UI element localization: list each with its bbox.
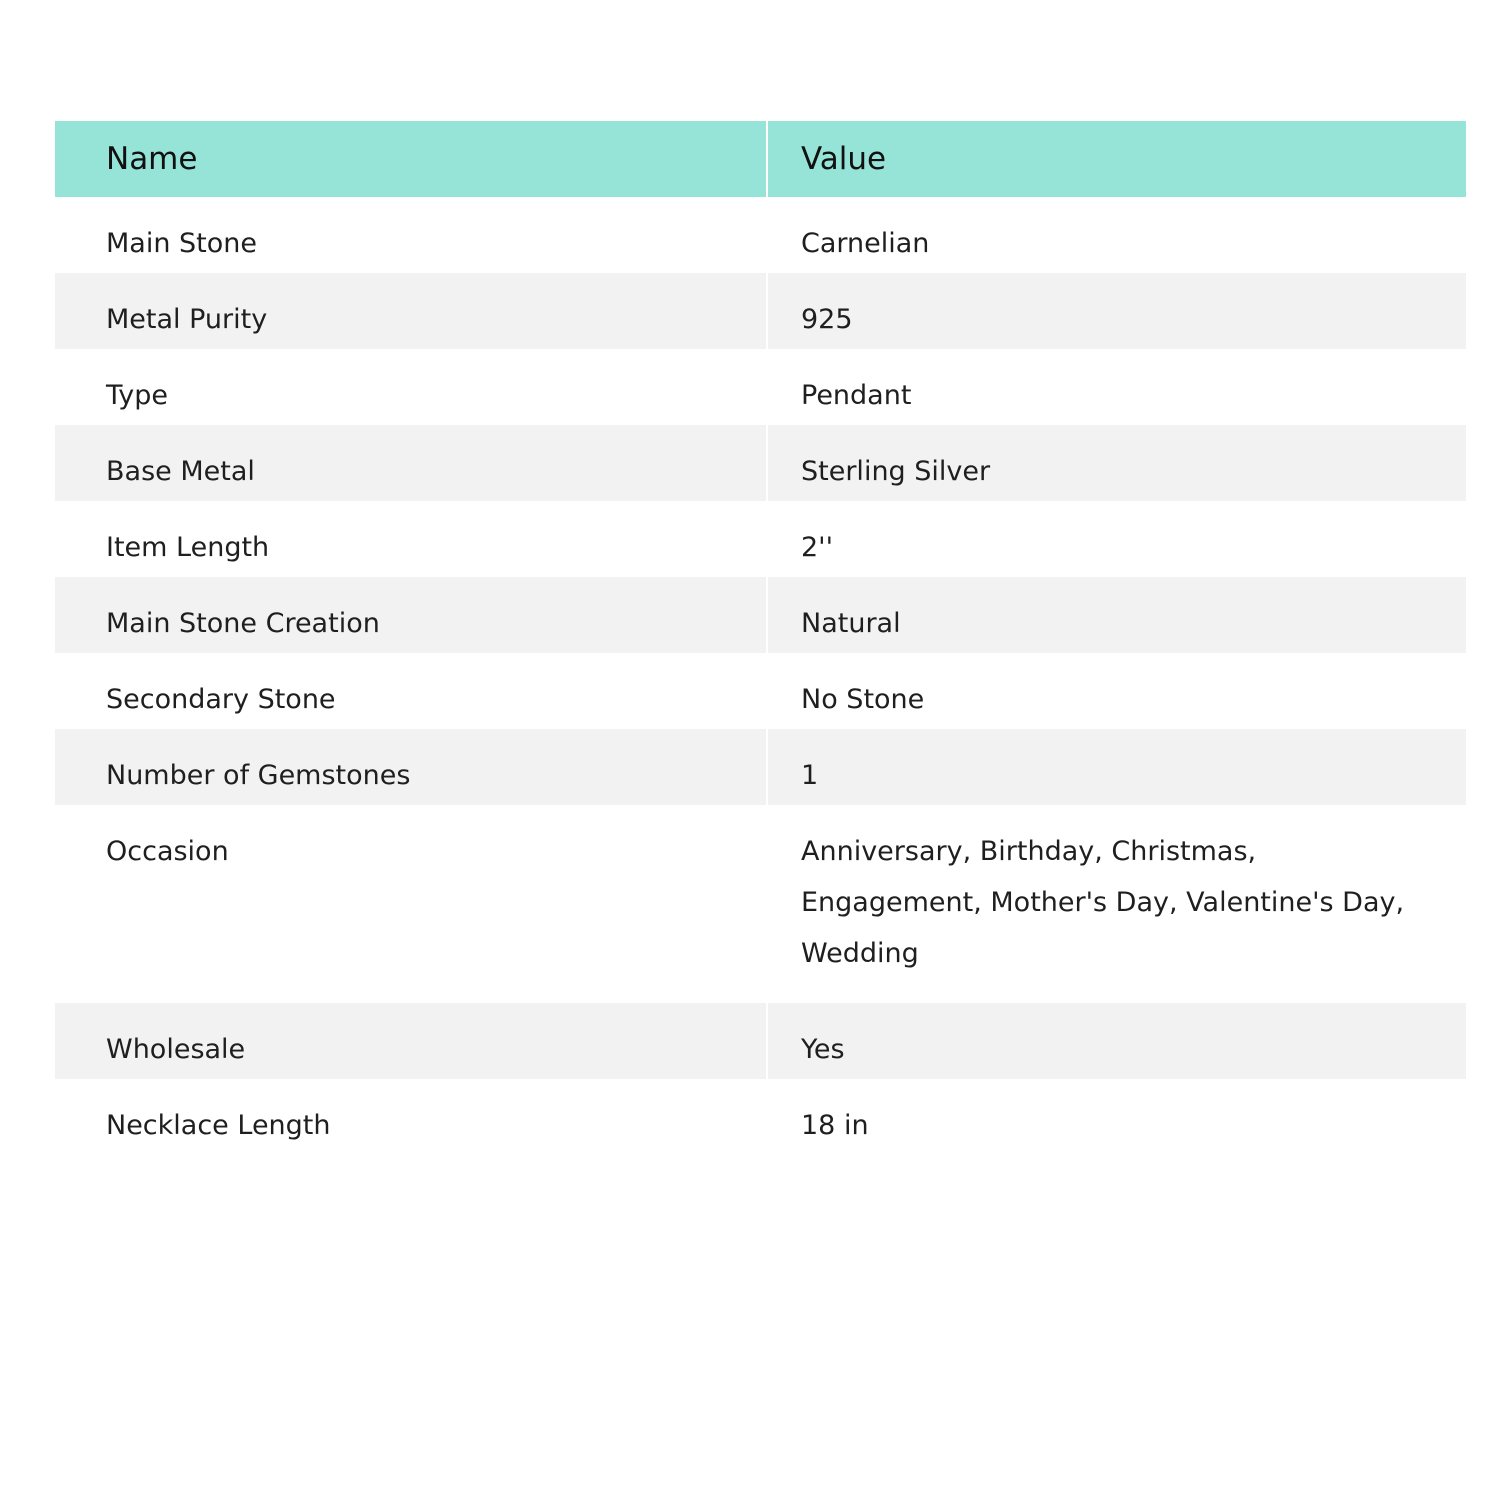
row-value-cell: Pendant bbox=[801, 380, 912, 411]
table-row bbox=[55, 197, 1466, 273]
row-name-cell: Main Stone Creation bbox=[55, 577, 767, 653]
row-name-cell: Item Length bbox=[55, 501, 767, 577]
table-row bbox=[55, 577, 1466, 653]
table-header bbox=[55, 121, 1466, 197]
row-value-cell: 18 in bbox=[801, 1110, 869, 1141]
table-row bbox=[55, 653, 1466, 729]
row-name-cell: Type bbox=[55, 349, 767, 425]
table-row bbox=[55, 349, 1466, 425]
row-value-cell: 925 bbox=[767, 273, 1466, 349]
table-row bbox=[55, 1003, 1466, 1079]
column-header-name: Name bbox=[55, 121, 767, 197]
header-row bbox=[55, 121, 1466, 197]
row-name-cell: Base Metal bbox=[55, 425, 767, 501]
table-body bbox=[55, 197, 1466, 1155]
row-value-cell: 2'' bbox=[801, 532, 834, 563]
column-header-value: Value bbox=[767, 121, 1466, 197]
row-value-cell: No Stone bbox=[801, 684, 925, 715]
specifications-table bbox=[55, 121, 1466, 1155]
row-name-cell: Wholesale bbox=[55, 1003, 767, 1079]
table-row bbox=[55, 501, 1466, 577]
row-name-cell: Number of Gemstones bbox=[55, 729, 767, 805]
row-name-cell: Metal Purity bbox=[55, 273, 767, 349]
row-value-cell: 1 bbox=[767, 729, 1466, 805]
table-row bbox=[55, 729, 1466, 805]
table-row bbox=[55, 1079, 1466, 1155]
row-value-cell: Natural bbox=[767, 577, 1466, 653]
table-row bbox=[55, 805, 1466, 1003]
row-value-cell: Anniversary, Birthday, Christmas, Engagement, Mother's Day, Valentine's Day, Wedding bbox=[801, 836, 1405, 969]
row-name-cell: Necklace Length bbox=[55, 1079, 767, 1155]
table-row bbox=[55, 425, 1466, 501]
table-row bbox=[55, 273, 1466, 349]
row-name-cell: Secondary Stone bbox=[55, 653, 767, 729]
row-value-cell: Carnelian bbox=[801, 228, 930, 259]
row-value-cell: Sterling Silver bbox=[767, 425, 1466, 501]
row-name-cell: Main Stone bbox=[55, 197, 767, 273]
row-value-cell: Yes bbox=[767, 1003, 1466, 1079]
row-name-cell: Occasion bbox=[55, 805, 767, 1003]
